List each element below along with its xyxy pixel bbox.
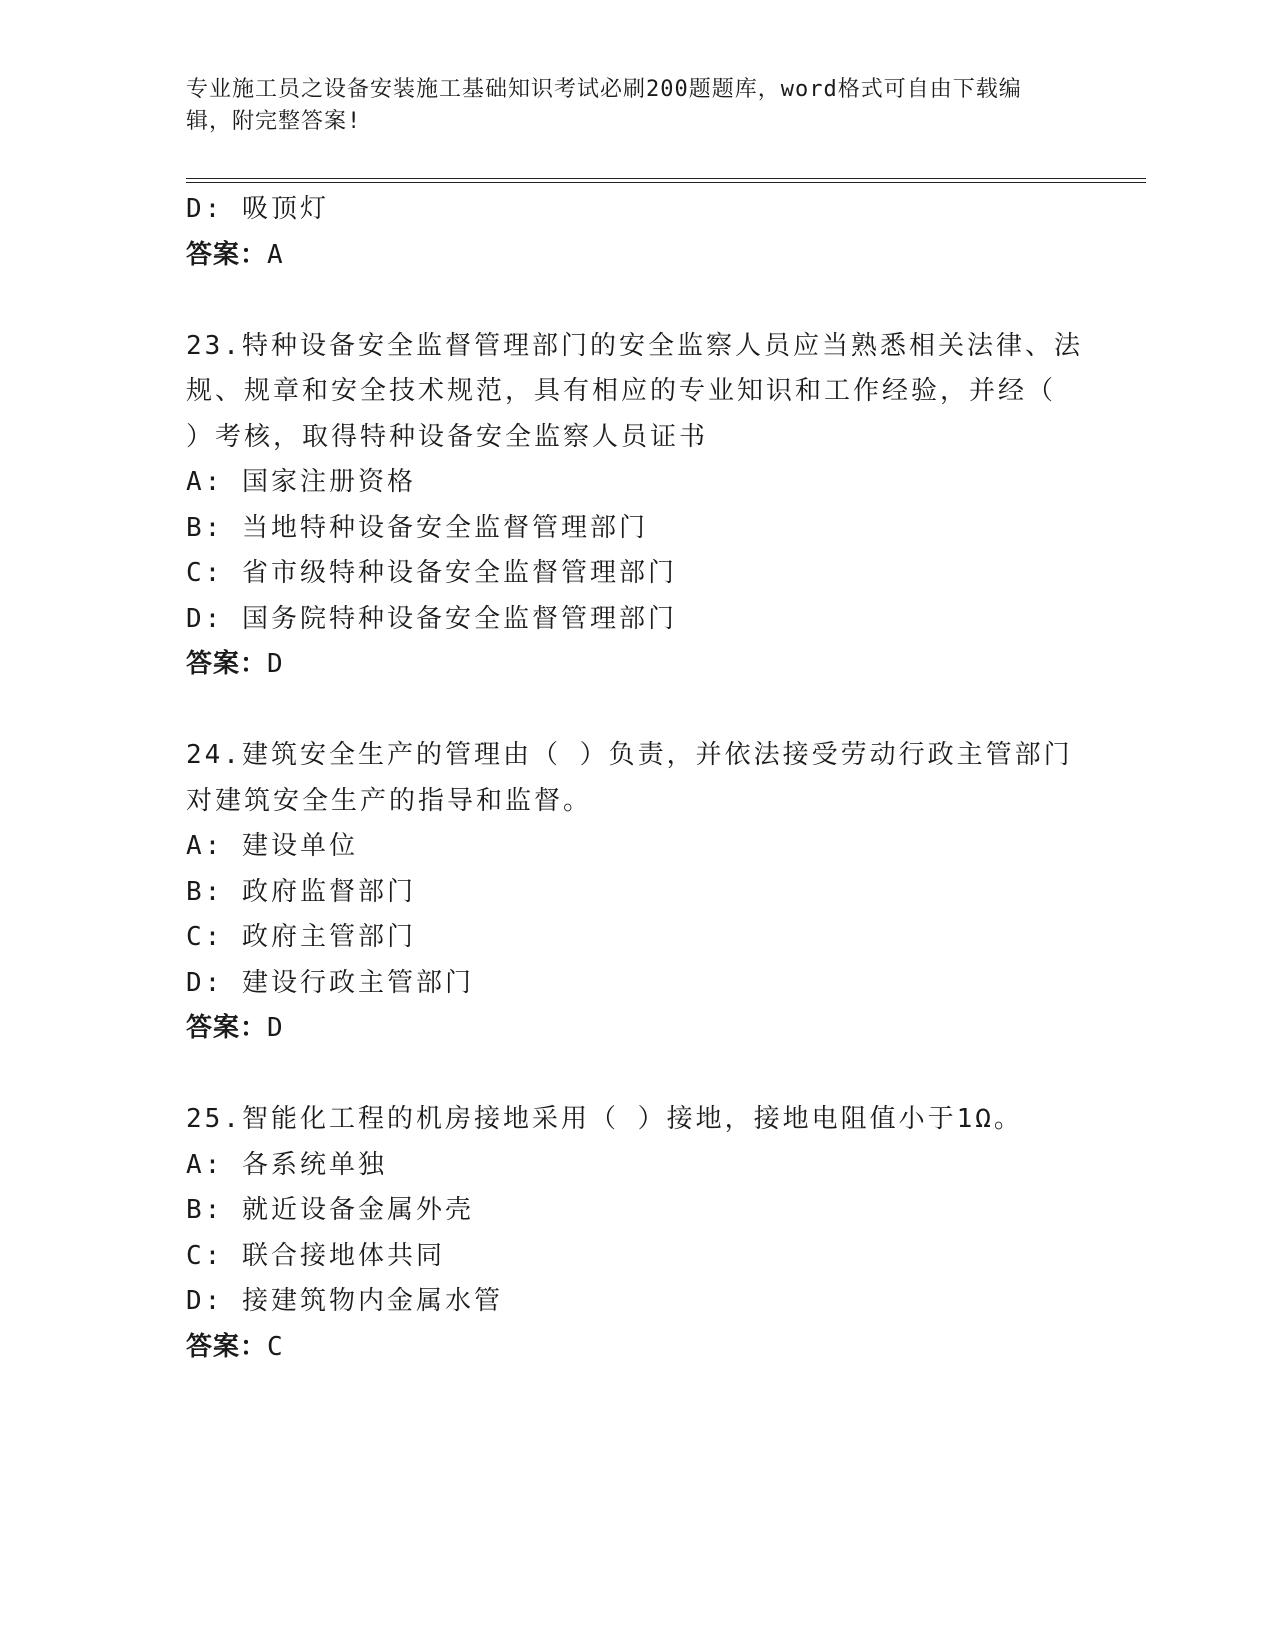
option-b: B: 当地特种设备安全监督管理部门 [186,512,648,543]
question-stem: 23.特种设备安全监督管理部门的安全监察人员应当熟悉相关法律、法规、规章和安全技术规范，具有相应的专业知识和工作经验，并经（ ）考核，取得特种设备安全监察人员证书 [186,330,1083,452]
option-d: D: 吸顶灯 [186,194,329,224]
answer-line [186,1325,1086,1371]
question-stem: 25.智能化工程的机房接地采用（ ）接地，接地电阻值小于1Ω。 [186,1104,1023,1134]
answer-label: 答案： [186,1331,268,1362]
option-c: C: 省市级特种设备安全监督管理部门 [186,558,677,588]
option-d: D: 国务院特种设备安全监督管理部门 [186,603,677,634]
answer-value: A [267,239,286,270]
option-a: A: 国家注册资格 [186,467,416,497]
answer-value: D [267,1013,286,1043]
question-list [186,187,1086,1370]
spacer [186,278,1086,324]
answer-value: C [267,1331,286,1362]
option-c: C: 联合接地体共同 [186,1240,445,1271]
question-24 [186,733,1086,1052]
option-a: A: 各系统单独 [186,1149,387,1180]
answer-line [186,1006,1086,1052]
page-header [186,74,1066,138]
answer-label: 答案： [186,239,268,270]
option-b: B: 政府监督部门 [186,876,416,907]
question-stem: 24.建筑安全生产的管理由（ ）负责，并依法接受劳动行政主管部门对建筑安全生产的指导和监督。 [186,740,1073,816]
spacer [186,1052,1086,1098]
answer-label: 答案： [186,1013,268,1043]
question-25 [186,1097,1086,1370]
option-d: D: 接建筑物内金属水管 [186,1286,503,1316]
header-title: 专业施工员之设备安装施工基础知识考试必刷200题题库，word格式可自由下载编辑，附完整答案! [186,77,1022,134]
answer-value: D [267,649,286,679]
answer-line [186,642,1086,688]
option-a: A: 建设单位 [186,831,358,861]
previous-question-tail [186,187,1086,278]
answer-line [186,233,1086,279]
spacer [186,688,1086,734]
option-c: C: 政府主管部门 [186,922,416,952]
answer-label: 答案： [186,649,268,679]
option-b: B: 就近设备金属外壳 [186,1195,474,1225]
question-23 [186,324,1086,688]
header-divider [186,178,1146,183]
option-d: D: 建设行政主管部门 [186,967,474,998]
